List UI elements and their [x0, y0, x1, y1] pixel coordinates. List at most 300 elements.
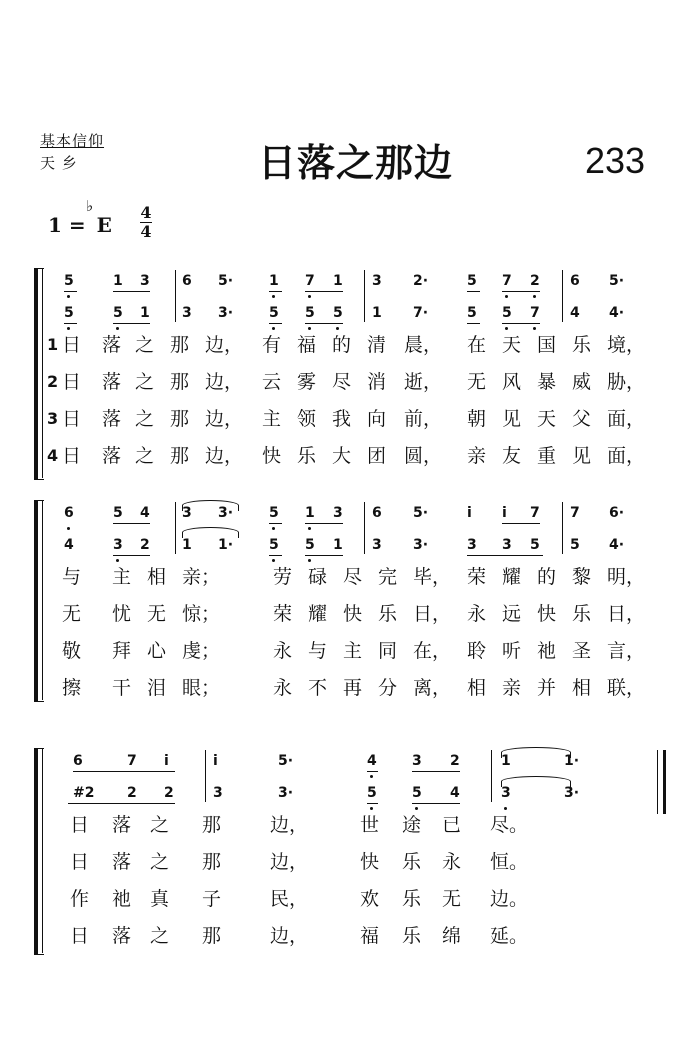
- lyric-syllable: 无: [147, 603, 167, 625]
- lyric-syllable: 不: [308, 677, 328, 699]
- flat-accidental: ♭: [86, 197, 94, 215]
- melody-note: 1: [113, 273, 123, 289]
- harmony-note: 3: [502, 537, 512, 553]
- octave-dot: [533, 295, 536, 298]
- harmony-note: 4: [450, 785, 460, 801]
- lyric-syllable: 无: [62, 603, 82, 625]
- lyric-syllable: 圆，: [404, 445, 443, 467]
- melody-beam: [113, 291, 150, 292]
- subcategory-label: 天 乡: [40, 154, 78, 172]
- melody-beam: [412, 771, 460, 772]
- lyric-syllable: 之: [135, 334, 155, 356]
- bar-line: [175, 270, 176, 322]
- lyric-syllable: 有: [262, 334, 282, 356]
- lyric-syllable: 尽: [332, 371, 352, 393]
- lyric-syllable: 友: [502, 445, 522, 467]
- melody-note: 5·: [278, 753, 294, 769]
- melody-note: i: [213, 753, 218, 769]
- lyric-syllable: 祂: [112, 888, 132, 910]
- melody-note: 5: [467, 273, 477, 289]
- lyric-syllable: 恒。: [490, 851, 529, 873]
- harmony-beam: [412, 803, 460, 804]
- harmony-note: 5: [367, 785, 377, 801]
- harmony-note: 5: [333, 305, 343, 321]
- lyric-syllable: 乐: [297, 445, 317, 467]
- harmony-beam: [305, 323, 343, 324]
- lyric-syllable: 边，: [270, 814, 309, 836]
- octave-dot: [370, 807, 373, 810]
- system-bracket-line: [42, 268, 43, 478]
- lyric-syllable: 面，: [607, 445, 646, 467]
- harmony-beam: [269, 555, 282, 556]
- bar-line: [491, 750, 492, 802]
- lyric-syllable: 亲: [467, 445, 487, 467]
- melody-note: 5: [113, 505, 123, 521]
- harmony-note: 2: [127, 785, 137, 801]
- harmony-note: 1·: [218, 537, 234, 553]
- octave-dot: [272, 559, 275, 562]
- octave-dot: [308, 559, 311, 562]
- lyric-syllable: 永: [273, 640, 293, 662]
- lyric-syllable: 乐: [378, 603, 398, 625]
- octave-dot: [308, 295, 311, 298]
- lyric-syllable: 同: [378, 640, 398, 662]
- lyric-syllable: 乐: [572, 603, 592, 625]
- tie-arc: [501, 747, 571, 758]
- melody-note: 1: [269, 273, 279, 289]
- lyric-syllable: 亲: [502, 677, 522, 699]
- lyric-syllable: 的: [332, 334, 352, 356]
- lyric-syllable: 作: [70, 888, 90, 910]
- lyric-syllable: 子: [202, 888, 222, 910]
- lyric-syllable: 落: [102, 408, 122, 430]
- lyric-syllable: 拜: [112, 640, 132, 662]
- melody-note: 3: [412, 753, 422, 769]
- lyric-syllable: 虔；: [182, 640, 221, 662]
- harmony-note: 5: [467, 305, 477, 321]
- lyric-syllable: 边。: [490, 888, 529, 910]
- lyric-syllable: 永: [273, 677, 293, 699]
- lyric-syllable: 之: [135, 445, 155, 467]
- harmony-beam: [113, 555, 150, 556]
- melody-beam: [305, 291, 343, 292]
- lyric-syllable: 前，: [404, 408, 443, 430]
- lyric-syllable: 欢: [360, 888, 380, 910]
- system-bracket-line: [42, 748, 43, 953]
- harmony-note: 3·: [413, 537, 429, 553]
- lyric-syllable: 我: [332, 408, 352, 430]
- lyric-syllable: 乐: [402, 888, 422, 910]
- harmony-note: 5: [412, 785, 422, 801]
- lyric-syllable: 惊；: [182, 603, 221, 625]
- melody-note: i: [502, 505, 507, 521]
- lyric-syllable: 日: [62, 445, 82, 467]
- lyric-syllable: 并: [537, 677, 557, 699]
- melody-beam: [269, 523, 282, 524]
- time-signature-top: 4: [140, 203, 152, 222]
- lyric-syllable: 那: [202, 814, 222, 836]
- lyric-syllable: 边，: [205, 445, 244, 467]
- harmony-note: 5: [502, 305, 512, 321]
- melody-note: 5·: [218, 273, 234, 289]
- harmony-beam: [269, 323, 282, 324]
- lyric-syllable: 落: [112, 814, 132, 836]
- melody-note: 7: [530, 505, 540, 521]
- lyric-syllable: 雾: [297, 371, 317, 393]
- harmony-note: 3: [182, 305, 192, 321]
- melody-note: 3: [372, 273, 382, 289]
- lyric-syllable: 圣: [572, 640, 592, 662]
- lyric-syllable: 主: [112, 566, 132, 588]
- lyric-syllable: 世: [360, 814, 380, 836]
- lyric-syllable: 分: [378, 677, 398, 699]
- octave-dot: [370, 775, 373, 778]
- category-label: 基本信仰: [40, 132, 105, 150]
- lyric-syllable: 乐: [402, 851, 422, 873]
- key-tonic: E: [96, 213, 112, 237]
- octave-dot: [415, 807, 418, 810]
- lyric-syllable: 之: [150, 814, 170, 836]
- lyric-syllable: 永: [442, 851, 462, 873]
- lyric-syllable: 那: [202, 851, 222, 873]
- lyric-syllable: 完: [378, 566, 398, 588]
- melody-note: 4: [367, 753, 377, 769]
- verse-number: 3: [47, 409, 59, 428]
- lyric-syllable: 延。: [490, 925, 529, 947]
- time-signature: [140, 205, 152, 240]
- harmony-note: 3: [113, 537, 123, 553]
- harmony-note: 5: [305, 537, 315, 553]
- lyric-syllable: 日: [62, 334, 82, 356]
- lyric-syllable: 尽。: [490, 814, 529, 836]
- bar-line: [364, 270, 365, 322]
- lyric-syllable: 边，: [270, 925, 309, 947]
- harmony-note: 3: [501, 785, 511, 801]
- octave-dot: [504, 807, 507, 810]
- lyric-syllable: 清: [367, 334, 387, 356]
- bar-line: [364, 502, 365, 554]
- melody-beam: [502, 523, 540, 524]
- lyric-syllable: 消: [367, 371, 387, 393]
- lyric-syllable: 父: [572, 408, 592, 430]
- lyric-syllable: 那: [202, 925, 222, 947]
- tie-arc: [182, 500, 239, 511]
- harmony-note: 5: [530, 537, 540, 553]
- harmony-note: 4: [570, 305, 580, 321]
- melody-beam: [73, 771, 175, 772]
- octave-dot: [505, 327, 508, 330]
- lyric-syllable: 真: [150, 888, 170, 910]
- lyric-syllable: 途: [402, 814, 422, 836]
- lyric-syllable: 相: [572, 677, 592, 699]
- final-bar-thick: [663, 750, 666, 814]
- lyric-syllable: 领: [297, 408, 317, 430]
- melody-beam: [367, 771, 378, 772]
- lyric-syllable: 劳: [273, 566, 293, 588]
- key-prefix: 1 =: [48, 213, 86, 237]
- harmony-beam: [467, 555, 543, 556]
- melody-note: 4: [140, 505, 150, 521]
- lyric-syllable: 落: [102, 371, 122, 393]
- harmony-note: 5: [269, 537, 279, 553]
- lyric-syllable: 日，: [607, 603, 646, 625]
- lyric-syllable: 日: [62, 408, 82, 430]
- melody-note: 6: [64, 505, 74, 521]
- octave-dot: [308, 327, 311, 330]
- melody-beam: [113, 523, 150, 524]
- harmony-note: 1: [140, 305, 150, 321]
- lyric-syllable: 耀: [502, 566, 522, 588]
- harmony-note: 3·: [564, 785, 580, 801]
- lyric-syllable: 边，: [205, 371, 244, 393]
- lyric-syllable: 晨，: [404, 334, 443, 356]
- lyric-syllable: 相: [147, 566, 167, 588]
- lyric-syllable: 尽: [343, 566, 363, 588]
- octave-dot: [533, 327, 536, 330]
- harmony-beam: [113, 323, 150, 324]
- lyric-syllable: 落: [102, 445, 122, 467]
- melody-beam: [305, 523, 343, 524]
- lyric-syllable: 快: [537, 603, 557, 625]
- lyric-syllable: 那: [170, 445, 190, 467]
- harmony-note: 3: [372, 537, 382, 553]
- lyric-syllable: 向: [367, 408, 387, 430]
- lyric-syllable: 日，: [413, 603, 452, 625]
- lyric-syllable: 大: [332, 445, 352, 467]
- lyric-syllable: 境，: [607, 334, 646, 356]
- melody-beam: [64, 291, 77, 292]
- lyric-syllable: 绵: [442, 925, 462, 947]
- bar-line: [562, 270, 563, 322]
- harmony-beam: [467, 323, 480, 324]
- lyric-syllable: 面，: [607, 408, 646, 430]
- lyric-syllable: 胁，: [607, 371, 646, 393]
- tie-arc: [182, 527, 239, 538]
- harmony-note: #2: [73, 785, 95, 801]
- lyric-syllable: 乐: [402, 925, 422, 947]
- lyric-syllable: 边，: [205, 408, 244, 430]
- bar-line: [205, 750, 206, 802]
- lyric-syllable: 在: [467, 334, 487, 356]
- melody-note: i: [467, 505, 472, 521]
- lyric-syllable: 联，: [607, 677, 646, 699]
- harmony-note: 3: [213, 785, 223, 801]
- bar-line: [562, 502, 563, 554]
- lyric-syllable: 之: [150, 925, 170, 947]
- melody-note: 3·: [218, 505, 234, 521]
- melody-note: 2: [450, 753, 460, 769]
- melody-note: 2: [530, 273, 540, 289]
- lyric-syllable: 荣: [467, 566, 487, 588]
- lyric-syllable: 亲；: [182, 566, 221, 588]
- harmony-note: 5: [113, 305, 123, 321]
- lyric-syllable: 日: [62, 371, 82, 393]
- harmony-note: 1: [372, 305, 382, 321]
- lyric-syllable: 边，: [270, 851, 309, 873]
- lyric-syllable: 忧: [112, 603, 132, 625]
- melody-beam: [502, 291, 540, 292]
- octave-dot: [116, 327, 119, 330]
- lyric-syllable: 暴: [537, 371, 557, 393]
- lyric-syllable: 落: [102, 334, 122, 356]
- lyric-syllable: 那: [170, 334, 190, 356]
- harmony-note: 4·: [609, 537, 625, 553]
- octave-dot: [67, 327, 70, 330]
- hymn-title: 日落之那边: [258, 141, 454, 185]
- verse-number: 1: [47, 335, 59, 354]
- lyric-syllable: 逝，: [404, 371, 443, 393]
- melody-note: 1·: [564, 753, 580, 769]
- melody-note: 1: [305, 505, 315, 521]
- lyric-syllable: 落: [112, 925, 132, 947]
- lyric-syllable: 重: [537, 445, 557, 467]
- lyric-syllable: 那: [170, 371, 190, 393]
- lyric-syllable: 祂: [537, 640, 557, 662]
- harmony-note: 3·: [278, 785, 294, 801]
- harmony-note: 3: [467, 537, 477, 553]
- melody-note: 6: [73, 753, 83, 769]
- harmony-note: 5: [305, 305, 315, 321]
- lyric-syllable: 听: [502, 640, 522, 662]
- harmony-beam: [502, 323, 540, 324]
- lyric-syllable: 日: [70, 814, 90, 836]
- lyric-syllable: 明，: [607, 566, 646, 588]
- lyric-syllable: 无: [442, 888, 462, 910]
- melody-note: 3: [140, 273, 150, 289]
- harmony-note: 1: [182, 537, 192, 553]
- lyric-syllable: 天: [537, 408, 557, 430]
- melody-note: 5: [64, 273, 74, 289]
- melody-note: 1: [501, 753, 511, 769]
- melody-note: i: [164, 753, 169, 769]
- harmony-note: 7·: [413, 305, 429, 321]
- tie-arc: [501, 776, 571, 787]
- lyric-syllable: 荣: [273, 603, 293, 625]
- lyric-syllable: 主: [343, 640, 363, 662]
- lyric-syllable: 主: [262, 408, 282, 430]
- harmony-note: 5: [570, 537, 580, 553]
- octave-dot: [272, 527, 275, 530]
- harmony-note: 3·: [218, 305, 234, 321]
- lyric-syllable: 威: [572, 371, 592, 393]
- lyric-syllable: 之: [135, 408, 155, 430]
- harmony-note: 5: [64, 305, 74, 321]
- lyric-syllable: 眼；: [182, 677, 221, 699]
- harmony-beam: [64, 323, 77, 324]
- lyric-syllable: 毕，: [413, 566, 452, 588]
- lyric-syllable: 相: [467, 677, 487, 699]
- octave-dot: [116, 559, 119, 562]
- lyric-syllable: 福: [360, 925, 380, 947]
- melody-beam: [269, 291, 282, 292]
- verse-number: 4: [47, 446, 59, 465]
- lyric-syllable: 之: [150, 851, 170, 873]
- time-signature-bottom: 4: [140, 222, 152, 241]
- system-bracket-line: [42, 500, 43, 700]
- lyric-syllable: 见: [572, 445, 592, 467]
- melody-note: 2·: [413, 273, 429, 289]
- melody-note: 6: [182, 273, 192, 289]
- lyric-syllable: 再: [343, 677, 363, 699]
- lyric-syllable: 边，: [205, 334, 244, 356]
- harmony-note: 5: [269, 305, 279, 321]
- harmony-beam: [305, 555, 343, 556]
- final-bar-thin: [657, 750, 658, 814]
- lyric-syllable: 团: [367, 445, 387, 467]
- key-signature: [48, 197, 112, 237]
- melody-note: 5·: [413, 505, 429, 521]
- octave-dot: [308, 527, 311, 530]
- melody-note: 7: [570, 505, 580, 521]
- lyric-syllable: 耀: [308, 603, 328, 625]
- harmony-note: 4: [64, 537, 74, 553]
- lyric-syllable: 与: [308, 640, 328, 662]
- melody-note: 1: [333, 273, 343, 289]
- lyric-syllable: 风: [502, 371, 522, 393]
- harmony-note: 4·: [609, 305, 625, 321]
- harmony-note: 1: [333, 537, 343, 553]
- lyric-syllable: 快: [262, 445, 282, 467]
- verse-number: 2: [47, 372, 59, 391]
- lyric-syllable: 快: [343, 603, 363, 625]
- octave-dot: [67, 527, 70, 530]
- lyric-syllable: 日: [70, 925, 90, 947]
- lyric-syllable: 干: [112, 677, 132, 699]
- lyric-syllable: 擦: [62, 677, 82, 699]
- lyric-syllable: 快: [360, 851, 380, 873]
- harmony-note: 2: [140, 537, 150, 553]
- melody-note: 3: [182, 505, 192, 521]
- melody-note: 6: [372, 505, 382, 521]
- lyric-syllable: 黎: [572, 566, 592, 588]
- lyric-syllable: 日: [70, 851, 90, 873]
- melody-note: 5: [269, 505, 279, 521]
- octave-dot: [272, 295, 275, 298]
- lyric-syllable: 云: [262, 371, 282, 393]
- lyric-syllable: 民，: [270, 888, 309, 910]
- lyric-syllable: 落: [112, 851, 132, 873]
- lyric-syllable: 聆: [467, 640, 487, 662]
- lyric-syllable: 与: [62, 566, 82, 588]
- lyric-syllable: 朝: [467, 408, 487, 430]
- lyric-syllable: 那: [170, 408, 190, 430]
- lyric-syllable: 碌: [308, 566, 328, 588]
- octave-dot: [336, 327, 339, 330]
- melody-note: 7: [502, 273, 512, 289]
- lyric-syllable: 国: [537, 334, 557, 356]
- harmony-beam: [367, 803, 378, 804]
- lyric-syllable: 永: [467, 603, 487, 625]
- harmony-beam: [68, 803, 175, 804]
- lyric-syllable: 的: [537, 566, 557, 588]
- harmony-note: 2: [164, 785, 174, 801]
- melody-note: 7: [127, 753, 137, 769]
- bar-line: [175, 502, 176, 554]
- octave-dot: [272, 327, 275, 330]
- lyric-syllable: 离，: [413, 677, 452, 699]
- melody-note: 7: [305, 273, 315, 289]
- lyric-syllable: 已: [442, 814, 462, 836]
- lyric-syllable: 天: [502, 334, 522, 356]
- lyric-syllable: 福: [297, 334, 317, 356]
- lyric-syllable: 远: [502, 603, 522, 625]
- lyric-syllable: 在，: [413, 640, 452, 662]
- melody-note: 6·: [609, 505, 625, 521]
- octave-dot: [67, 295, 70, 298]
- melody-note: 3: [333, 505, 343, 521]
- lyric-syllable: 之: [135, 371, 155, 393]
- lyric-syllable: 见: [502, 408, 522, 430]
